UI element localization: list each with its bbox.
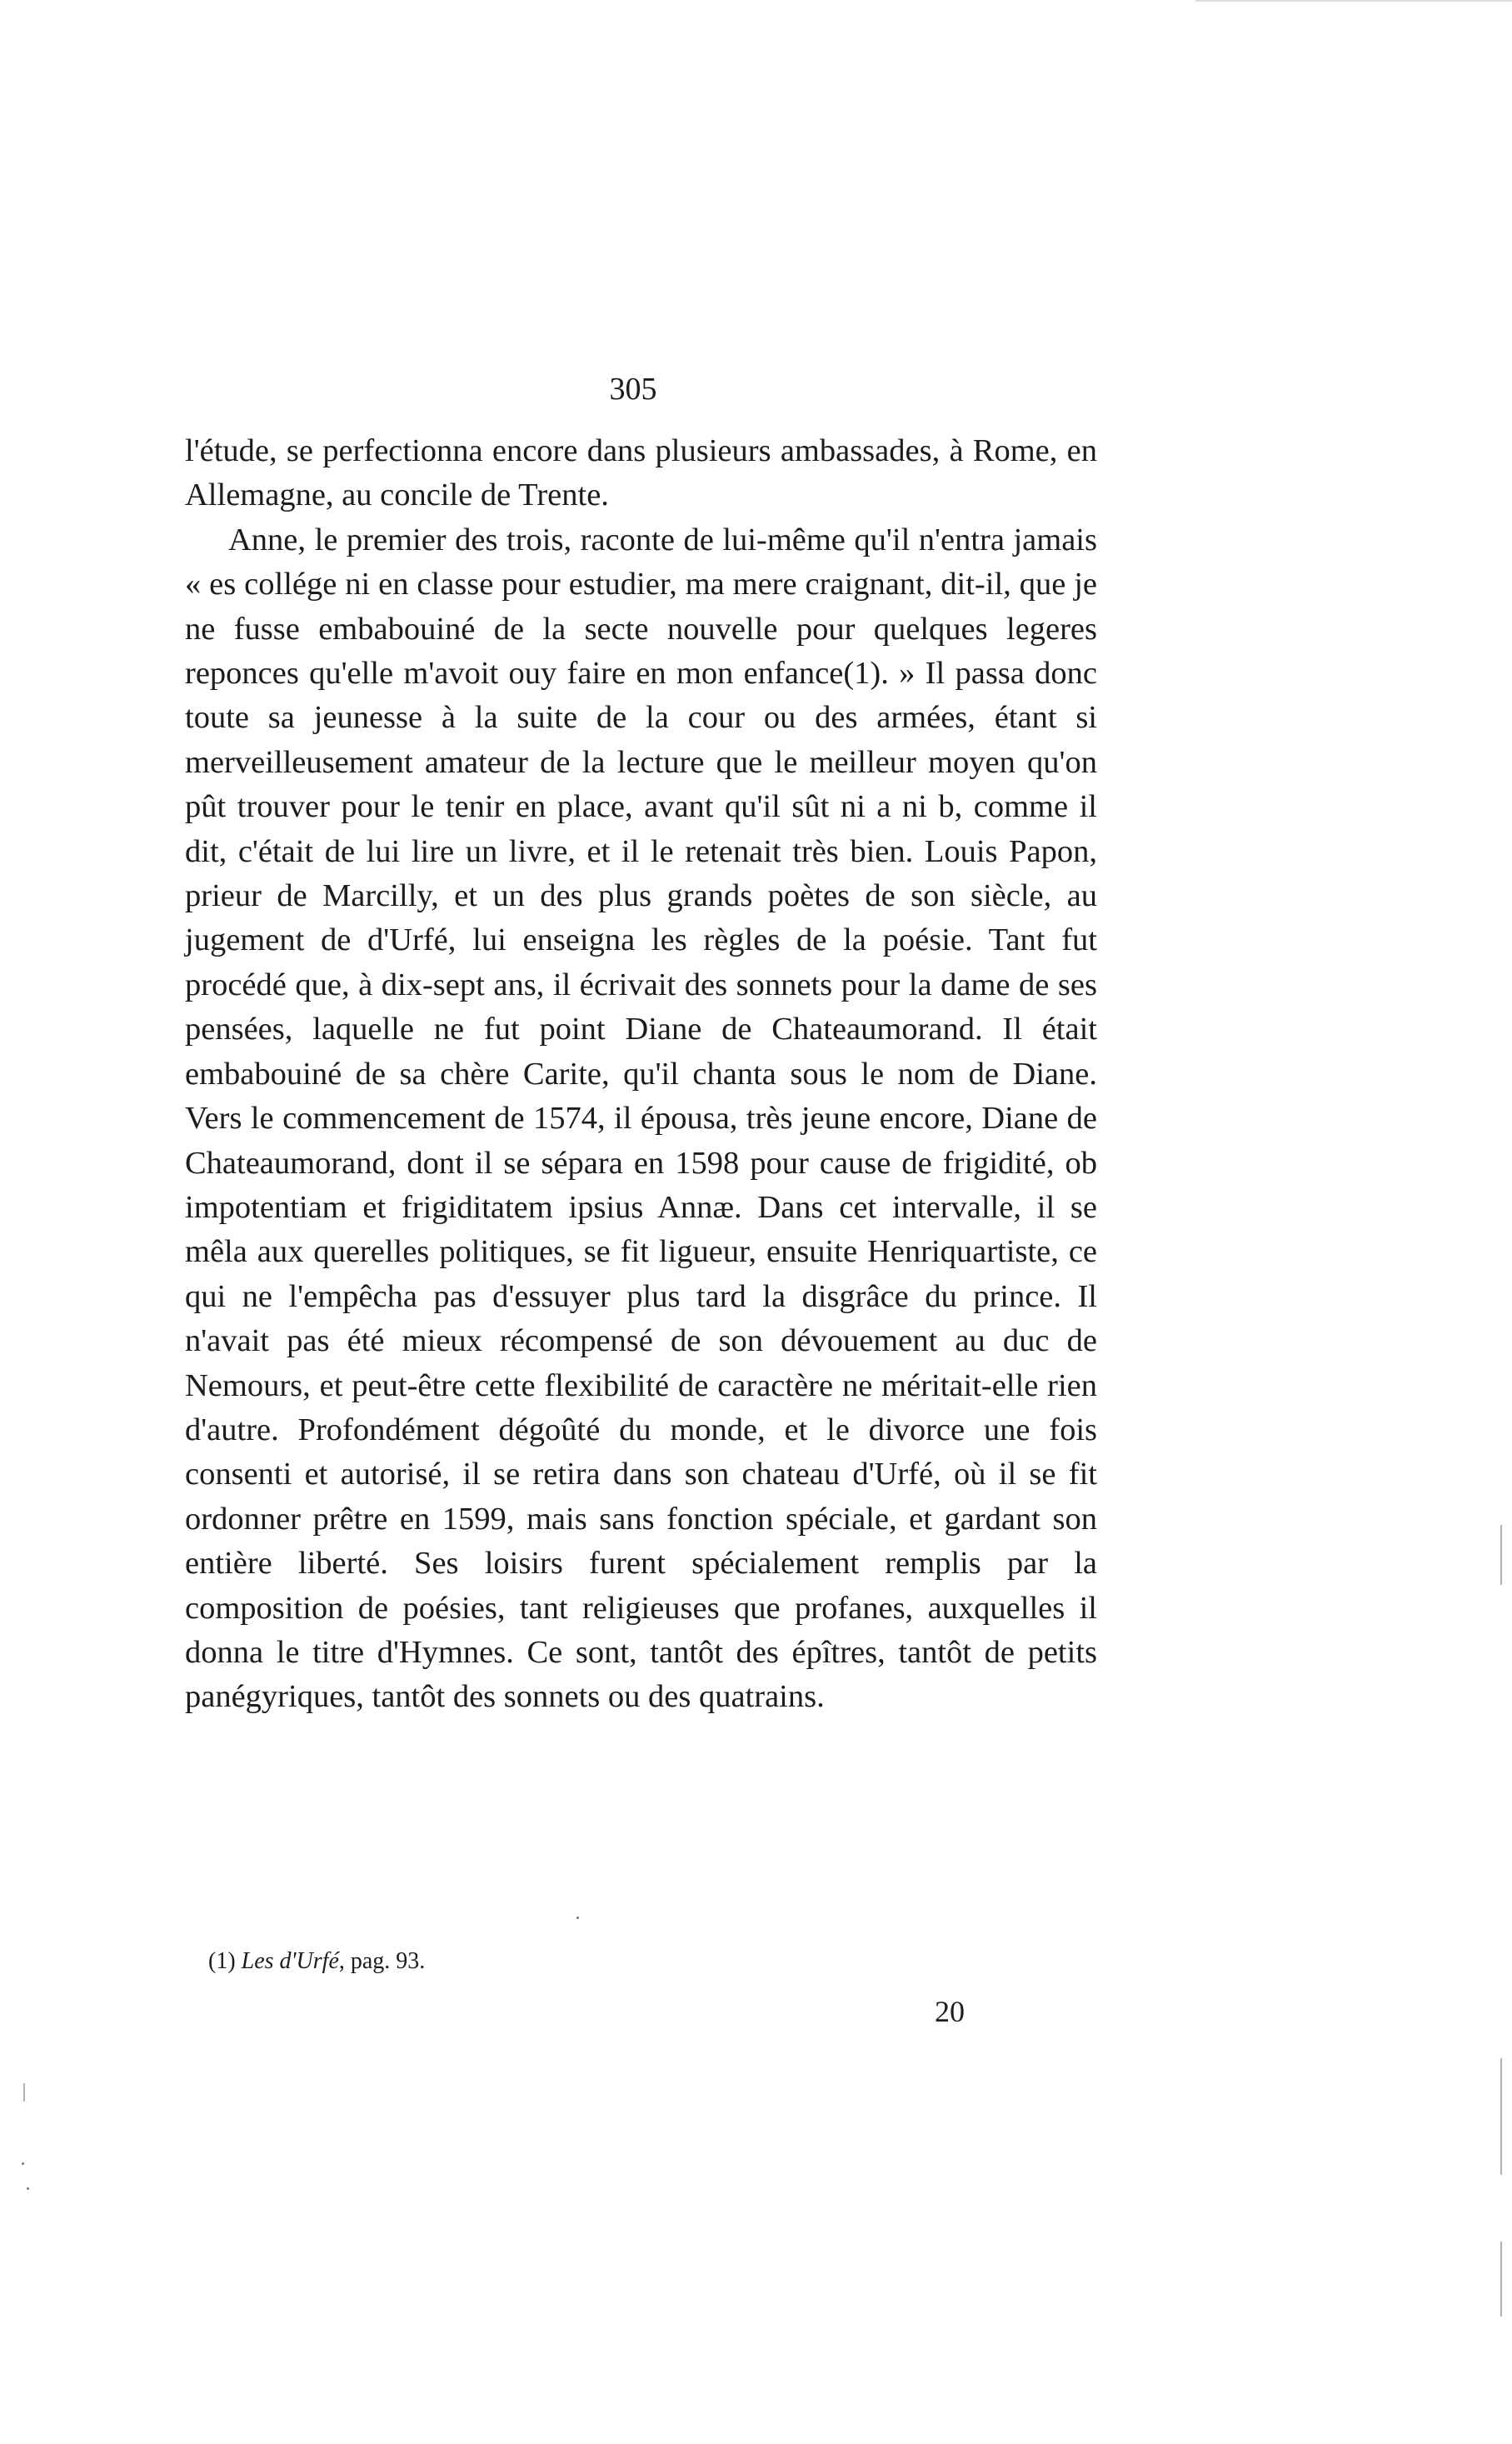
scan-edge-right-mark [1500, 2242, 1502, 2317]
scan-edge-right-mark [1500, 1525, 1502, 1585]
main-text [185, 429, 1097, 1720]
footnote-pages: , pag. 93. [338, 1948, 426, 1974]
paragraph-anne-durfe: Anne, le premier des trois, raconte de lui-même qu'il n'entra jamais « es collége ni en classe pour estudier, ma mere craignant, dit-il, que je ne fusse embabouiné de la secte nouvelle pour quelques legeres reponces qu'elle m'avoit ouy faire en mon enfance(1). » Il passa donc toute sa jeunesse à la suite de la cour ou des armées, étant si merveilleusement amateur de la lecture que le meilleur moyen qu'on pût trouver pour le tenir en place, avant qu'il sût ni a ni b, comme il dit, c'était de lui lire un livre, et il le retenait très bien. Louis Papon, prieur de Marcilly, et un des plus grands poètes de son siècle, au jugement de d'Urfé, lui enseigna les règles de la poésie. Tant fut procédé que, à dix-sept ans, il écrivait des sonnets pour la dame de ses pensées, laquelle ne fut point Diane de Chateaumorand. Il était embabouiné de sa chère Carite, qu'il chanta sous le nom de Diane. Vers le commencement de 1574, il épousa, très jeune encore, Diane de Chateaumorand, dont il se sépara en 1598 pour cause de frigidité, ob impotentiam et frigiditatem ipsius Annæ. Dans cet intervalle, il se mêla aux querelles politiques, se fit ligueur, ensuite Henriquartiste, ce qui ne l'empêcha pas d'essuyer plus tard la disgrâce du prince. Il n'avait pas été mieux récompensé de son dévouement au duc de Nemours, et peut-être cette flexibilité de caractère ne méritait-elle rien d'autre. Profondément dégoûté du monde, et le divorce une fois consenti et autorisé, il se retira dans son chateau d'Urfé, où il se fit ordonner prêtre en 1599, mais sans fonction spéciale, et gardant son entière liberté. Ses loisirs furent spécialement remplis par la composition de poésies, tant religieuses que profanes, auxquelles il donna le titre d'Hymnes. Ce sont, tantôt des épîtres, tantôt de petits panégyriques, tantôt des sonnets ou des quatrains. [185, 522, 1097, 1715]
footnote-marker: (1) [208, 1948, 236, 1974]
signature-mark: 20 [935, 1995, 965, 2028]
scan-speck [576, 1917, 579, 1919]
footnote-source-title: Les d'Urfé [241, 1948, 339, 1974]
page-number: 305 [609, 372, 657, 407]
scan-edge-left-mark [23, 2083, 25, 2102]
scan-speck [22, 2162, 24, 2165]
scan-edge-right-mark [1500, 2058, 1502, 2175]
footnote [208, 1950, 425, 1973]
paragraph-continued: l'étude, se perfectionna encore dans plusieurs ambassades, à Rome, en Allemagne, au concile de Trente. [185, 433, 1097, 513]
scan-speck [27, 2187, 29, 2190]
scan-edge-top [1195, 0, 1512, 2]
